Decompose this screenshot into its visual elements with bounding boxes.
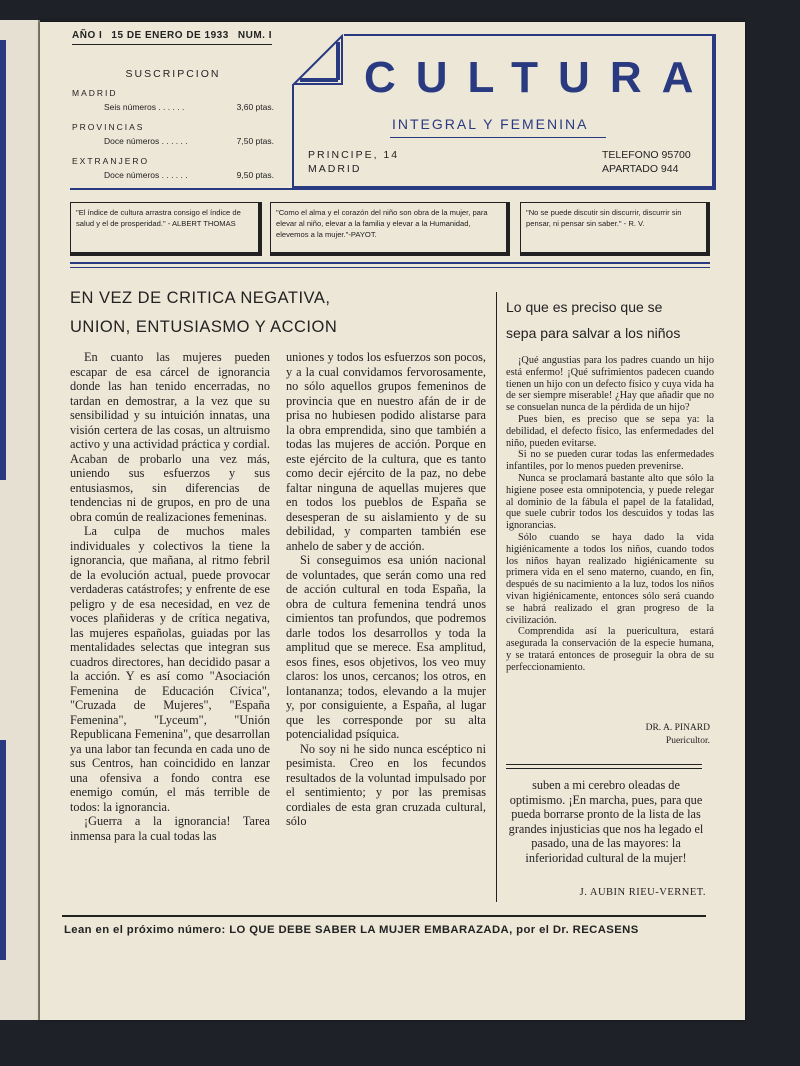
paragraph: Si conseguimos esa unión nacional de voluntades, que serán como una red de acción cultural en toda España, la obra de cultura femenina tendrá unos cimientos tan profundos, que podremos darle todos los desarrollos y toda la amplitud que se merece. Esa amplitud, esos fines, esos objetivos, los veo muy claros: los unos, cercanos; los otros, en lontananza; todos, elevando a la mujer y, por consiguiente, a España, al lugar que les corresponde por su alta potencialidad psíquica. [286, 553, 486, 741]
article-signature: J. AUBIN RIEU-VERNET. [579, 887, 706, 898]
masthead-address [308, 148, 399, 176]
author-title: Puericultor. [665, 736, 710, 746]
telephone: TELEFONO 95700 [602, 149, 691, 161]
paragraph: La culpa de muchos males individuales y colectivos la tiene la ignorancia, que mañana, al ritmo febril de la evolución actual, puede provocar verdaderas catástrofes; y enfrente de ese peligro y de esa necesidad, en vez de voces plañideras y de crítica negativa, las mujeres españolas, guiadas por las mentalidades selectas que integran sus cuadros directores, han decidido pasar a la acción. Y es así como "Asociación Femenina de Educación Cívica", "Cruzada de Mujeres", "España Femenina", "Lyceum", "Unión Republicana Femenina", que desarrollan ya una labor tan fecunda en cada uno de sus Centros, han coincidido en lanzar una ofensiva a fondo contra ese enemigo común, el más terrible de todos: la ignorancia. [70, 524, 270, 814]
divider [70, 188, 710, 190]
subscription-item: Seis números . . . . . . [104, 102, 185, 112]
divider [70, 267, 710, 268]
masthead-title: CULTURA [364, 53, 714, 102]
subscription-row [72, 102, 274, 112]
quote-box [70, 202, 262, 256]
subscription-price: 3,60 ptas. [236, 102, 274, 112]
sidebar-signature [580, 722, 710, 748]
paragraph: En cuanto las mujeres pueden escapar de esa cárcel de ignorancia donde las han tenido encerradas, no tardan en demostrar, a la vez que su sensibilidad y su intuición innatas, una visión certera de las cosas, un altruismo activo y una actividad práctica y cordial. Acaban de probarlo una vez más, uniendo sus esfuerzos y sus entusiasmos, sin diferencias de tendencias ni de grupos, en pro de una obra común de realizaciones femeninas. [70, 350, 270, 524]
address-street: PRINCIPE, 14 [308, 149, 400, 161]
masthead [292, 34, 716, 190]
headline-line: EN VEZ DE CRITICA NEGATIVA, [70, 289, 331, 307]
subscription-price: 7,50 ptas. [236, 136, 274, 146]
quote-text: "No se puede discutir sin discurrir, discurrir sin pensar, ni pensar sin saber." - R. V. [526, 208, 682, 228]
author-name: DR. A. PINARD [645, 723, 710, 733]
paragraph: Si no se pueden curar todas las enfermedades infantiles, por lo menos pueden prevenirse. [506, 449, 714, 473]
paragraph: ¡Guerra a la ignorancia! Tarea inmensa para la cual todas las [70, 814, 270, 843]
quote-box [270, 202, 510, 256]
issue-year: AÑO I [72, 30, 103, 41]
headline-line: Lo que es preciso que se [506, 299, 663, 315]
adjacent-page-rule [0, 40, 6, 480]
subscription-heading: SUSCRIPCION [125, 68, 221, 80]
adjacent-page-rule [0, 740, 6, 960]
paragraph: suben a mi cerebro oleadas de optimismo. ¡En marcha, pues, para que pueda borrarse pronto de la lista de las grandes injusticias que nos ha legado el pasado, una de las mayores: la inferioridad cultural de la mujer! [508, 778, 704, 865]
sidebar-article [506, 355, 714, 674]
subscription-region: EXTRANJERO [72, 156, 150, 166]
article-column [286, 350, 486, 829]
headline-line: UNION, ENTUSIASMO Y ACCION [70, 318, 338, 336]
subscription-row [72, 136, 274, 146]
divider [62, 915, 706, 917]
issue-date: 15 DE ENERO DE 1933 [111, 30, 229, 41]
subscription-region: MADRID [72, 88, 118, 98]
issue-number: NUM. I [237, 30, 272, 41]
subtitle-underline [390, 137, 606, 138]
column-rule [496, 292, 497, 902]
subscription-price: 9,50 ptas. [236, 170, 274, 180]
divider [70, 262, 710, 264]
subscription-item: Doce números . . . . . . [104, 170, 188, 180]
paragraph: No soy ni he sido nunca escéptico ni pesimista. Creo en los fecundos resultados de la voluntad impulsado por el sentimiento; y por las premisas cordiales de esta gran cruzada cultural, sólo [286, 741, 486, 828]
paragraph: ¡Qué angustias para los padres cuando un hijo está enfermo! ¡Qué sufrimientos padecen cuando tienen un hijo con un defecto físico y cuya vida ha de ser siempre miserable! ¿Hay que añadir que no se consuelan nunca de la pérdida de un hijo? [506, 355, 714, 414]
po-box: APARTADO 944 [602, 163, 679, 175]
next-issue-notice: Lean en el próximo número: LO QUE DEBE SABER LA MUJER EMBARAZADA, por el Dr. RECASENS [64, 924, 639, 936]
divider [506, 768, 702, 769]
paragraph: uniones y todos los esfuerzos son pocos, y a la cual convidamos fervorosamente, no sólo aquellos grupos femeninos de provincia que en nuestro afán de ir de prisa no hubiesen podido alistarse para la obra emprendida, sino que también a todas las mujeres de acción. Porque en este ejército de la cultura, que es tanto como decir ejército de la paz, no debe faltar ninguna de aquellas mujeres que en todos los pueblos de España se desesperan de su aislamiento y de su debilidad, y comparten también ese anhelo de saber y de acción. [286, 350, 486, 553]
article-headline [70, 284, 370, 342]
article-continuation [506, 778, 706, 865]
paragraph: Sólo cuando se haya dado la vida higiénicamente a todos los niños, cuando todos los niños hayan realizado higiénicamente su primera vida en el seno materno, cuando, en fin, después de su nacimiento a la luz, todos los niños vivan higiénicamente, entonces sólo será cuando se habrá realizado el gran progreso de la civilización. [506, 531, 714, 626]
divider [506, 764, 702, 765]
headline-line: sepa para salvar a los niños [506, 325, 681, 341]
sidebar-headline [506, 294, 716, 346]
masthead-contact [602, 148, 691, 176]
paragraph: Pues bien, es preciso que se sepa ya: la debilidad, el defecto físico, las enfermedades del niño, pueden evitarse. [506, 413, 714, 449]
masthead-subtitle: INTEGRAL Y FEMENINA [392, 116, 589, 132]
quote-text: "El índice de cultura arrastra consigo el índice de salud y el de prosperidad." - ALBERT THOMAS [76, 208, 241, 228]
newspaper-page [40, 22, 745, 1020]
paragraph: Comprendida así la puericultura, estará asegurada la conservación de la especie humana, y se tratará entonces de proseguir la obra de su perfeccionamiento. [506, 626, 714, 673]
adjacent-page-edge [0, 20, 40, 1020]
subscription-box [72, 68, 274, 180]
subscription-region: PROVINCIAS [72, 122, 145, 132]
quote-box [520, 202, 710, 256]
article-column [70, 350, 270, 843]
subscription-item: Doce números . . . . . . [104, 136, 188, 146]
paragraph: Nunca se proclamará bastante alto que sólo la higiene posee esta omnipotencia, y puede relegar al dominio de la fábula el papel de la fatalidad, que suele cubrir todos los descuidos y todas las ignorancias. [506, 472, 714, 532]
subscription-row [72, 170, 274, 180]
masthead-corner-ornament [292, 34, 344, 84]
address-city: MADRID [308, 163, 362, 175]
quote-text: "Como el alma y el corazón del niño son obra de la mujer, para elevar al niño, elevar a la familia y elevar a la Humanidad, elevemos a la mujer."-PAYOT. [276, 208, 488, 239]
issue-info [72, 30, 272, 45]
